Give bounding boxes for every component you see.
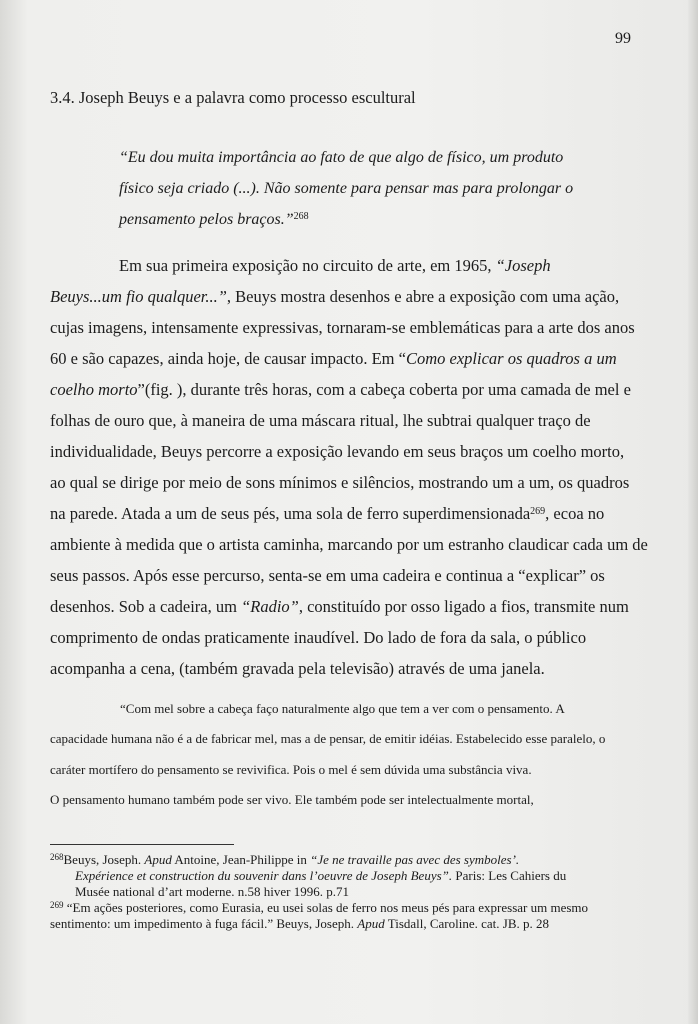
block-quote-line-4: O pensamento humano também pode ser vivo. Ele também pode ser intelectualmente mortal, [50, 792, 534, 807]
footnote-italic: “Je ne travaille pas avec des symboles’. [310, 852, 520, 867]
body-italic: “Radio” [241, 597, 299, 616]
footnote-268-line-3: Musée national d’art moderne. n.58 hiver 1996. p.71 [75, 884, 350, 899]
body-text: desenhos. Sob a cadeira, um [50, 597, 242, 616]
body-line-14: acompanha a cena, (também gravada pela televisão) através de uma janela. [50, 659, 545, 678]
footnote-269-line-2 [50, 916, 549, 932]
body-italic: Beuys...um fio qualquer...” [50, 287, 227, 306]
epigraph-text: pensamento pelos braços.” [119, 211, 294, 228]
body-line-10: ambiente à medida que o artista caminha, marcando por um estranho claudicar cada um de [50, 535, 648, 554]
footnote-269-line-1 [50, 900, 588, 916]
epigraph-line-2: físico seja criado (...). Não somente para pensar mas para prolongar o [119, 180, 574, 197]
footnote-ref-269: 269 [530, 506, 546, 517]
body-line-6: folhas de ouro que, à maneira de uma máscara ritual, lhe subtrai qualquer traço de [50, 411, 591, 430]
footnote-268-line-1 [50, 852, 519, 868]
footnote-text: Antoine, Jean-Philippe in [171, 852, 311, 867]
footnote-italic: Apud [144, 852, 172, 867]
body-text: 60 e são capazes, ainda hoje, de causar impacto. Em “ [50, 349, 406, 368]
body-text: , ecoa no [545, 504, 605, 523]
footnote-text: Tisdall, Caroline. cat. JB. p. 28 [384, 916, 550, 931]
body-text: Em sua primeira exposição no circuito de arte, em 1965, [119, 256, 496, 275]
body-italic: coelho morto [50, 380, 138, 399]
epigraph-line-3 [119, 211, 309, 229]
block-quote-line-2: capacidade humana não é a de fabricar mel, mas a de pensar, de emitir idéias. Estabelecido esse paralelo, o [50, 731, 606, 746]
body-line-4 [50, 349, 617, 369]
footnote-text: sentimento: um impedimento à fuga fácil.” Beuys, Joseph. [50, 916, 358, 931]
body-line-1 [119, 256, 551, 276]
footnote-number: 268 [50, 852, 64, 862]
body-line-5 [50, 380, 631, 400]
footnote-text: “Em ações posteriores, como Eurasia, eu usei solas de ferro nos meus pés para expressar um mesmo [63, 900, 589, 915]
footnote-text: Beuys, Joseph. [63, 852, 145, 867]
body-text: , Beuys mostra desenhos e abre a exposição com uma ação, [226, 287, 620, 306]
body-text: ”(fig. ), durante três horas, com a cabeça coberta por uma camada de mel e [137, 380, 631, 399]
body-italic: Como explicar os quadros a um [405, 349, 617, 368]
body-line-3: cujas imagens, intensamente expressivas, tornaram-se emblemáticas para a arte dos anos [50, 318, 635, 337]
body-line-12 [50, 597, 629, 617]
body-line-2 [50, 287, 619, 307]
body-line-9 [50, 504, 604, 524]
footnote-number: 269 [50, 900, 64, 910]
block-quote-line-3: caráter mortífero do pensamento se revivifica. Pois o mel é sem dúvida uma substância viva. [50, 762, 532, 777]
footnote-italic: Expérience et construction du souvenir dans l’oeuvre de Joseph Beuys”. [75, 868, 453, 883]
footnote-268-line-2 [75, 868, 566, 884]
page-edge-shadow [688, 0, 698, 1024]
body-text: , constituído por osso ligado a fios, transmite num [298, 597, 629, 616]
footnote-ref-268: 268 [293, 211, 309, 222]
body-line-7: individualidade, Beuys percorre a exposição levando em seus braços um coelho morto, [50, 442, 625, 461]
section-heading: 3.4. Joseph Beuys e a palavra como processo escultural [50, 88, 416, 107]
block-quote-line-1: “Com mel sobre a cabeça faço naturalmente algo que tem a ver com o pensamento. A [120, 701, 565, 716]
page-number: 99 [615, 30, 631, 47]
footnote-separator [50, 844, 234, 845]
body-italic: “Joseph [495, 256, 551, 275]
body-text: na parede. Atada a um de seus pés, uma sola de ferro superdimensionada [50, 504, 531, 523]
footnote-text: Paris: Les Cahiers du [452, 868, 567, 883]
epigraph-line-1: “Eu dou muita importância ao fato de que algo de físico, um produto [119, 149, 564, 166]
body-line-8: ao qual se dirige por meio de sons mínimos e silêncios, mostrando um a um, os quadros [50, 473, 630, 492]
body-line-11: seus passos. Após esse percurso, senta-se em uma cadeira e continua a “explicar” os [50, 566, 605, 585]
footnote-italic: Apud [357, 916, 385, 931]
body-line-13: comprimento de ondas praticamente inaudível. Do lado de fora da sala, o público [50, 628, 587, 647]
